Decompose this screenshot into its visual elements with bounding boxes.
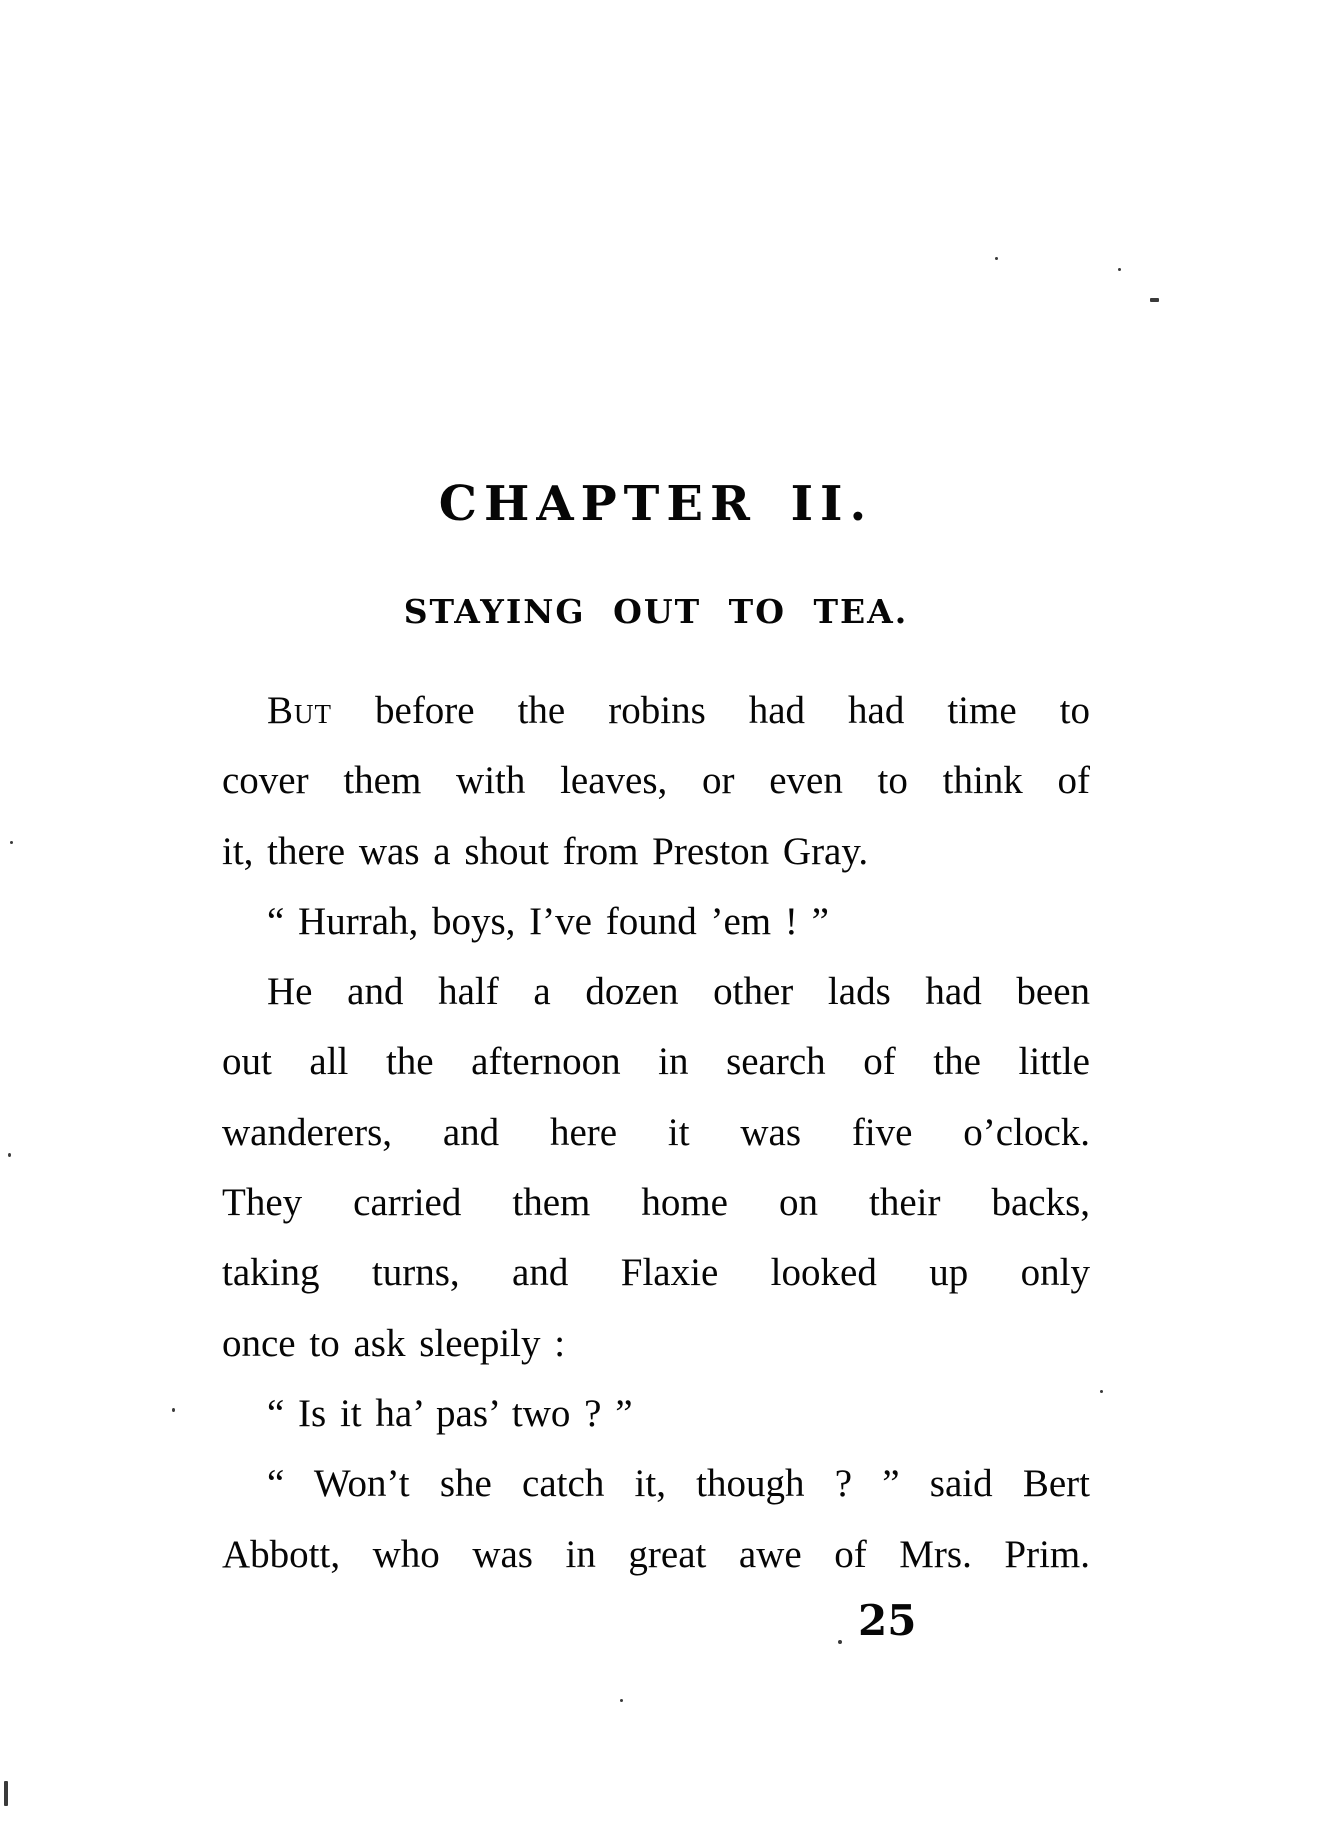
scan-speck xyxy=(8,1153,11,1157)
scan-speck xyxy=(620,1699,623,1702)
text-line: He and half a dozen other lads had been xyxy=(267,970,1090,1014)
scan-speck xyxy=(838,1640,842,1644)
text-line: They carried them home on their backs, xyxy=(222,1181,1090,1225)
smallcaps-lead-word: But xyxy=(267,689,333,732)
body-text xyxy=(222,676,1090,1590)
text-line: taking turns, and Flaxie looked up only xyxy=(222,1251,1090,1295)
scan-speck xyxy=(172,1408,175,1412)
text-line: But before the robins had had time to xyxy=(267,689,1090,732)
scan-speck xyxy=(1150,298,1159,302)
text-line: “ Is it ha’ pas’ two ? ” xyxy=(267,1391,633,1435)
text-line: cover them with leaves, or even to think of xyxy=(222,759,1090,803)
scan-speck xyxy=(1118,268,1121,271)
text-line: once to ask sleepily : xyxy=(222,1321,566,1365)
text-line: “ Won’t she catch it, though ? ” said Bert xyxy=(267,1462,1090,1506)
scan-speck xyxy=(4,1781,8,1806)
chapter-heading: CHAPTER II. xyxy=(438,476,874,532)
section-title: STAYING OUT TO TEA. xyxy=(403,592,909,631)
text-line: wanderers, and here it was five o’clock. xyxy=(222,1110,1090,1154)
text-line: Abbott, who was in great awe of Mrs. Prim. xyxy=(222,1532,1090,1576)
text-line: it, there was a shout from Preston Gray. xyxy=(222,829,869,873)
text-line: out all the afternoon in search of the little xyxy=(222,1040,1090,1084)
text-line: “ Hurrah, boys, I’ve found ’em ! ” xyxy=(267,899,829,943)
scan-speck xyxy=(10,841,13,844)
page-number: 25 xyxy=(858,1596,917,1645)
scan-speck xyxy=(1100,1390,1103,1393)
scan-speck xyxy=(995,257,998,260)
